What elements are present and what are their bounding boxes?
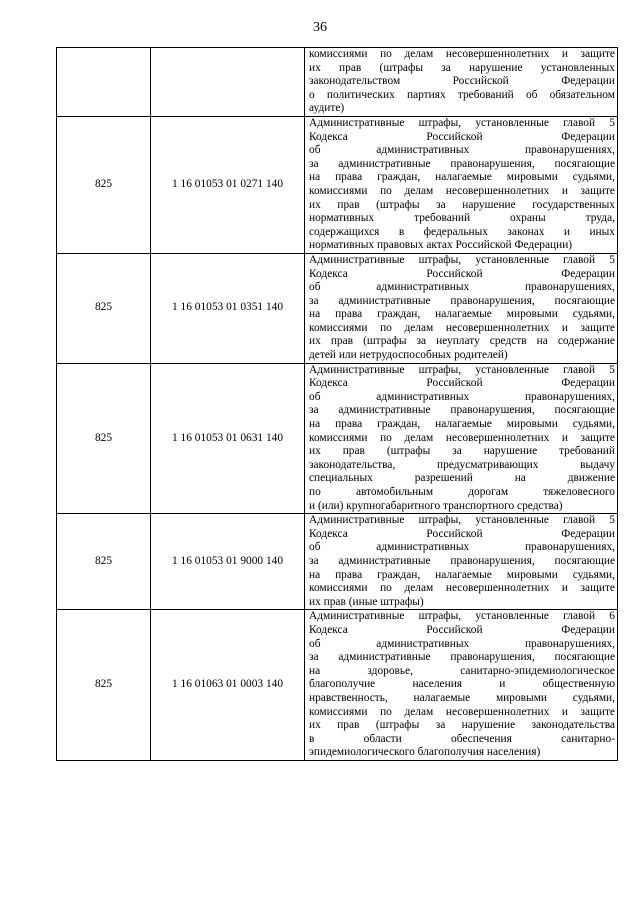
description-line: их прав (штрафы за нарушение законодательства [309, 719, 615, 732]
description-line: законодательства, предусматривающих выдачу [309, 458, 615, 471]
description-cell [305, 253, 618, 363]
description-line: Кодекса Российской Федерации [309, 267, 615, 280]
table-row [57, 363, 618, 514]
budget-classification-code-cell: 1 16 01053 01 0271 140 [151, 116, 305, 253]
description-line: Административные штрафы, установленные главой 6 [309, 610, 615, 623]
description-line: комиссиями по делам несовершеннолетних и защите [309, 321, 615, 334]
description-line: эпидемиологического благополучия населения) [309, 746, 541, 759]
description-line: комиссиями по делам несовершеннолетних и защите [309, 431, 615, 444]
description-line: о политических партиях требований об обязательном [309, 88, 615, 101]
admin-code-cell: 825 [57, 363, 151, 514]
description-line: аудите) [309, 102, 345, 115]
description-line: Кодекса Российской Федерации [309, 623, 615, 636]
description-line: об административных правонарушениях, [309, 390, 615, 403]
description-line: их прав (иные штрафы) [309, 595, 424, 608]
description-line: нравственность, налагаемые мировыми судьями, [309, 691, 615, 704]
description-line: на здоровье, санитарно-эпидемиологическое [309, 664, 615, 677]
budget-classification-code-cell [151, 48, 305, 117]
description-line: по автомобильным дорогам тяжеловесного [309, 486, 615, 498]
description-line: содержащихся в федеральных законах и иных [309, 225, 615, 238]
admin-code-cell: 825 [57, 514, 151, 610]
description-line: за административные правонарушения, посягающие [309, 157, 615, 170]
description-line: на права граждан, налагаемые мировыми судьями, [309, 171, 615, 184]
description-line: Административные штрафы, установленные главой 5 [309, 514, 615, 527]
description-cell [305, 610, 618, 761]
description-line: комиссиями по делам несовершеннолетних и защите [309, 705, 615, 718]
description-line: на права граждан, налагаемые мировыми судьями, [309, 308, 615, 321]
description-line: за административные правонарушения, посягающие [309, 554, 615, 567]
description-line: Административные штрафы, установленные главой 5 [309, 253, 615, 266]
description-line: об административных правонарушениях, [309, 144, 615, 157]
description-cell [305, 116, 618, 253]
budget-classification-code-cell: 1 16 01063 01 0003 140 [151, 610, 305, 761]
admin-code-cell [57, 48, 151, 117]
description-line: Кодекса Российской Федерации [309, 130, 615, 143]
table-body [57, 48, 618, 761]
description-line: благополучие населения и общественную [309, 678, 615, 691]
description-line: Административные штрафы, установленные главой 5 [309, 116, 615, 129]
budget-classification-code-cell: 1 16 01053 01 0631 140 [151, 363, 305, 514]
budget-codes-table [56, 47, 618, 761]
table-row [57, 48, 618, 117]
description-line: об административных правонарушениях, [309, 281, 615, 294]
description-line: их прав (штрафы за неуплату средств на содержание [309, 335, 615, 348]
description-line: комиссиями по делам несовершеннолетних и защите [309, 48, 615, 60]
description-line: специальных разрешений на движение [309, 472, 615, 485]
description-line: их прав (штрафы за нарушение требований [309, 445, 615, 458]
budget-classification-code-cell: 1 16 01053 01 9000 140 [151, 514, 305, 610]
description-line: Административные штрафы, установленные главой 5 [309, 363, 615, 376]
description-cell [305, 514, 618, 610]
description-line: их прав (штрафы за нарушение государственных [309, 198, 615, 211]
table-row [57, 116, 618, 253]
description-line: нормативных требований охраны труда, [309, 212, 615, 225]
description-line: нормативных правовых актах Российской Федерации) [309, 239, 573, 252]
table-row [57, 514, 618, 610]
page-number: 36 [313, 20, 327, 35]
description-line: их прав (штрафы за нарушение установленных [309, 61, 615, 74]
description-line: за административные правонарушения, посягающие [309, 404, 615, 417]
description-line: комиссиями по делам несовершеннолетних и защите [309, 184, 615, 197]
admin-code-cell: 825 [57, 610, 151, 761]
description-line: об административных правонарушениях, [309, 541, 615, 554]
admin-code-cell: 825 [57, 116, 151, 253]
description-line: и (или) крупногабаритного транспортного средства) [309, 499, 563, 512]
budget-classification-code-cell: 1 16 01053 01 0351 140 [151, 253, 305, 363]
description-line: Кодекса Российской Федерации [309, 377, 615, 390]
description-line: законодательством Российской Федерации [309, 75, 615, 88]
description-line: комиссиями по делам несовершеннолетних и защите [309, 582, 615, 595]
admin-code-cell: 825 [57, 253, 151, 363]
description-cell [305, 363, 618, 514]
description-line: на права граждан, налагаемые мировыми судьями, [309, 568, 615, 581]
description-line: на права граждан, налагаемые мировыми судьями, [309, 418, 615, 431]
description-line: за административные правонарушения, посягающие [309, 651, 615, 664]
description-line: Кодекса Российской Федерации [309, 527, 615, 540]
description-line: в области обеспечения санитарно- [309, 732, 615, 745]
description-cell [305, 48, 618, 117]
table-row [57, 610, 618, 761]
table-row [57, 253, 618, 363]
description-line: детей или нетрудоспособных родителей) [309, 349, 508, 362]
description-line: за административные правонарушения, посягающие [309, 294, 615, 307]
description-line: об административных правонарушениях, [309, 637, 615, 650]
